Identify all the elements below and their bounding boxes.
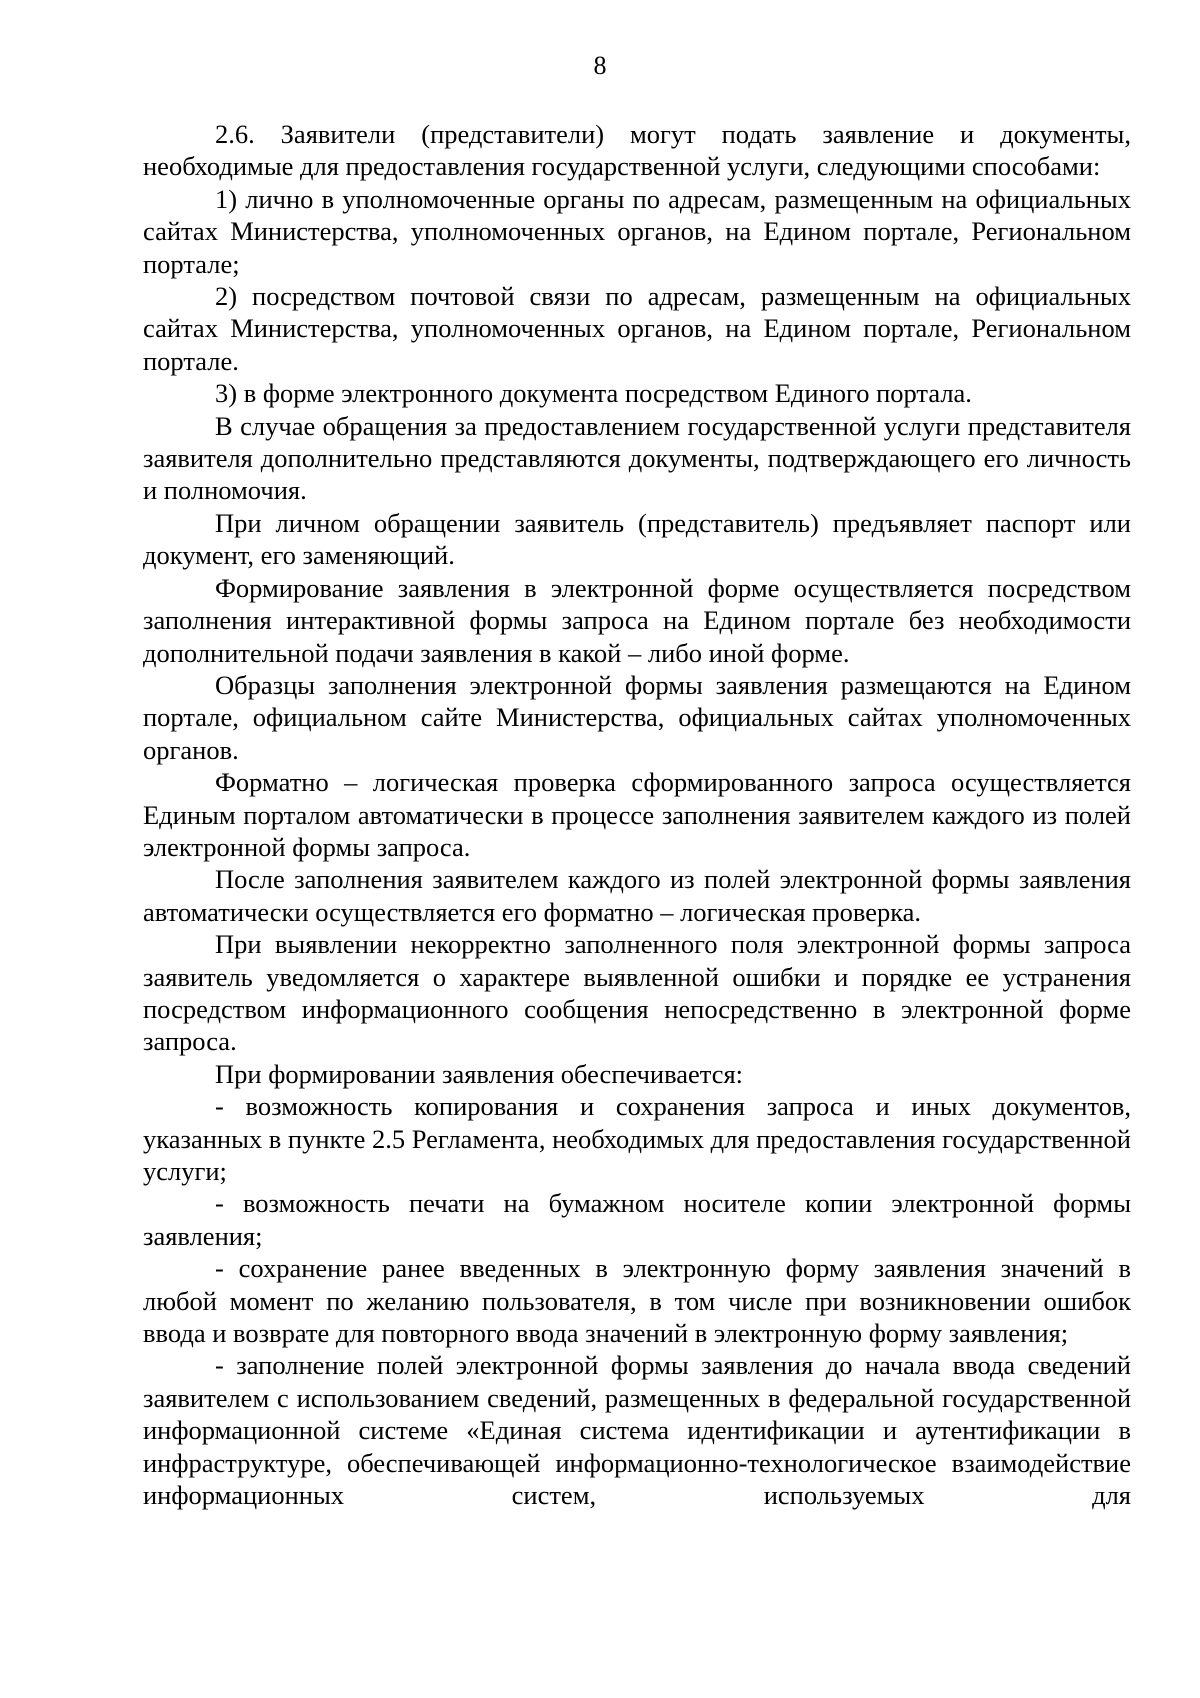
list-item-saving-values: - сохранение ранее введенных в электронную форму заявления значений в любой момент по желанию пользователя, в том числе при возникновении ошибок ввода и возврате для повторного ввода значений в электронную форму заявления;	[143, 1253, 1131, 1349]
paragraph-form-samples: Образцы заполнения электронной формы заявления размещаются на Едином портале, официальном сайте Министерства, официальных сайтах уполномоченных органов.	[143, 669, 1131, 765]
paragraph-method-post: 2) посредством почтовой связи по адресам, размещенным на официальных сайтах Министерства, уполномоченных органов, на Едином портале, Региональном портале.	[143, 281, 1131, 376]
paragraph-method-electronic: 3) в форме электронного документа посредством Единого портала.	[215, 378, 972, 409]
paragraph-format-logical-check: Форматно – логическая проверка сформированного запроса осуществляется Единым порталом автоматически в процессе заполнения заявителем каждого из полей электронной формы запроса.	[143, 767, 1131, 862]
paragraph-2-6-submission-methods: 2.6. Заявители (представители) могут подать заявление и документы, необходимые для предоставления государственной услуги, следующими способами:	[143, 119, 1131, 182]
document-body	[143, 118, 1131, 1511]
paragraph-electronic-form: Формирование заявления в электронной форме осуществляется посредством заполнения интерактивной формы запроса на Едином портале без необходимости дополнительной подачи заявления в какой – либо иной форме.	[143, 572, 1131, 668]
page-number: 8	[593, 51, 607, 80]
paragraph-method-in-person: 1) лично в уполномоченные органы по адресам, размещенным на официальных сайтах Министерства, уполномоченных органов, на Едином портале, Региональном портале;	[143, 183, 1131, 279]
list-item-copying: - возможность копирования и сохранения запроса и иных документов, указанных в пункте 2.5 Регламента, необходимых для предоставления государственной услуги;	[143, 1091, 1131, 1186]
paragraph-automatic-check: После заполнения заявителем каждого из полей электронной формы заявления автоматически осуществляется его форматно – логическая проверка.	[143, 864, 1131, 927]
list-item-prefill-esia: - заполнение полей электронной формы заявления до начала ввода сведений заявителем с использованием сведений, размещенных в федеральной государственной информационной системе «Единая система идентификации и аутентификации в инфраструктуре, обеспечивающей информационно-технологическое взаимодействие информационных систем, используемых для	[143, 1350, 1131, 1511]
list-item-printing: - возможность печати на бумажном носителе копии электронной формы заявления;	[143, 1188, 1131, 1251]
paragraph-representative-documents: В случае обращения за предоставлением государственной услуги представителя заявителя дополнительно представляются документы, подтверждающего его личность и полномочия.	[143, 410, 1131, 506]
paragraph-error-notification: При выявлении некорректно заполненного поля электронной формы запроса заявитель уведомляется о характере выявленной ошибки и порядке ее устранения посредством информационного сообщения непосредственно в электронной форме запроса.	[143, 929, 1131, 1057]
paragraph-passport: При личном обращении заявитель (представитель) предъявляет паспорт или документ, его заменяющий.	[143, 507, 1131, 571]
paragraph-form-provides: При формировании заявления обеспечивается:	[215, 1058, 744, 1089]
